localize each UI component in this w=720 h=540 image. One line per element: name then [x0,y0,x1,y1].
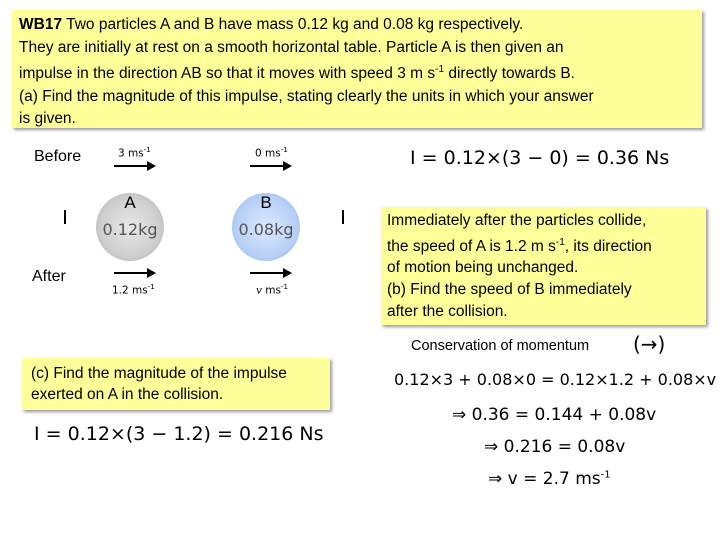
question-box [12,10,702,128]
part-b-line-2 [381,232,706,258]
question-code: WB17 [19,16,63,33]
part-b-box [381,207,706,325]
question-text-3b: directly towards B. [444,65,575,83]
after-arrow-a [114,272,154,274]
part-c-line-2: exerted on A in the collision. [31,386,224,403]
question-line-2: They are initially at rest on a smooth horizontal table. Particle A is then given an [19,38,564,56]
part-b-line-5: after the collision. [387,302,508,320]
before-speed-a-sup: -1 [143,146,151,154]
question-line-5: is given. [19,110,76,128]
particle-a-mass: 0.12kg [102,220,158,239]
part-b-sup-2: -1 [555,236,565,248]
particle-b-mass: 0.08kg [238,220,294,239]
before-speed-b-text: 0 ms [255,147,281,160]
after-label: After [32,268,66,285]
before-label: Before [34,148,82,165]
part-b-line-1: Immediately after the particles collide, [387,212,647,229]
question-line-3 [12,59,702,86]
working-eq-3: ⇒ 0.216 = 0.08v [484,437,626,457]
direction-arrow-symbol: (→) [633,332,666,356]
part-b-text-2a: the speed of A is 1.2 m s [387,237,556,255]
question-line-4: (a) Find the magnitude of this impulse, stating clearly the units in which your answer [19,87,594,105]
working-eq-4 [488,469,611,489]
after-speed-b-sup: -1 [280,283,288,291]
after-speed-a-text: 1.2 ms [112,284,148,297]
part-c-box [22,358,330,410]
conservation-label: Conservation of momentum [411,338,590,354]
part-b-line-4: (b) Find the speed of B immediately [387,280,632,298]
question-text-1: Two particles A and B have mass 0.12 kg and 0.08 kg respectively. [66,16,524,33]
particle-a [96,193,164,261]
question-text-3a: impulse in the direction AB so that it moves with speed 3 m s [19,65,436,83]
before-speed-a [118,146,151,160]
after-speed-b [256,283,288,297]
working-eq-1: 0.12×3 + 0.08×0 = 0.12×1.2 + 0.08×v [394,370,717,389]
part-b-text-2b: , its direction [564,237,652,255]
question-line-1 [12,10,702,37]
before-speed-b-sup: -1 [280,146,288,154]
particle-b [232,193,300,261]
part-c-line-1: (c) Find the magnitude of the impulse [31,365,287,382]
right-wall-line [342,210,344,224]
left-wall-line [64,210,66,224]
part-a-answer: I = 0.12×(3 − 0) = 0.36 Ns [410,147,670,169]
before-arrow-a [114,165,154,167]
after-speed-a-sup: -1 [147,283,155,291]
before-arrow-b [250,165,290,167]
part-b-line-3: of motion being unchanged. [387,259,579,277]
after-speed-a [112,283,155,297]
working-eq-4-sup: -1 [600,469,611,481]
after-arrow-b [250,272,290,274]
part-c-answer: I = 0.12×(3 − 1.2) = 0.216 Ns [34,423,324,445]
question-sup-3: -1 [435,64,445,75]
before-speed-a-text: 3 ms [118,147,144,160]
after-speed-b-text: ms [261,284,281,297]
after-speed-b-var: v [256,284,262,297]
working-eq-2: ⇒ 0.36 = 0.144 + 0.08v [452,405,657,425]
particle-a-name: A [124,193,136,212]
working-eq-4-text: ⇒ v = 2.7 ms [488,469,601,489]
before-speed-b [255,146,288,160]
particle-b-name: B [260,193,272,212]
